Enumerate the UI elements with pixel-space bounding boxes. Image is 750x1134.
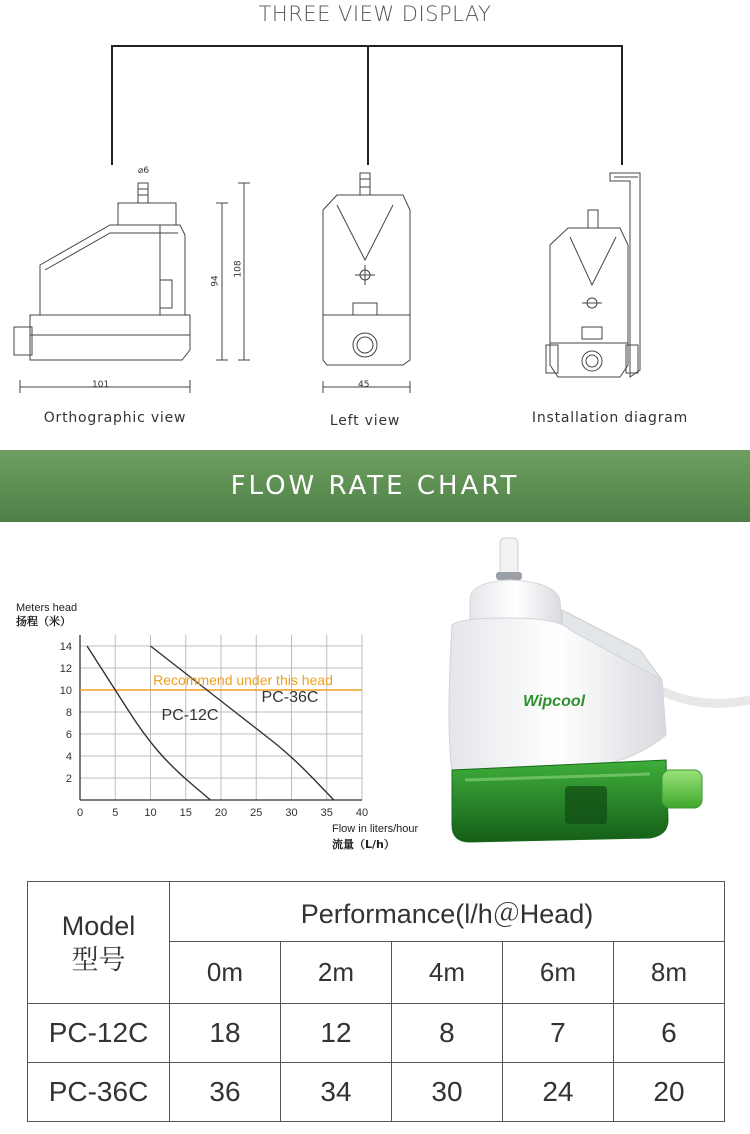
series-label: PC-12C bbox=[161, 707, 219, 724]
y-tick-label: 4 bbox=[65, 751, 72, 763]
x-tick-label: 0 bbox=[76, 807, 84, 819]
x-axis-title: Flow in liters/hour bbox=[332, 823, 419, 835]
left-view-drawing bbox=[315, 165, 425, 395]
table-row bbox=[28, 1004, 725, 1063]
y-tick-label: 10 bbox=[59, 685, 72, 697]
installation-drawing bbox=[540, 165, 660, 395]
x-tick-label: 35 bbox=[320, 807, 333, 819]
brand-logo: Wipcool bbox=[523, 693, 586, 710]
value-cell: 24 bbox=[502, 1063, 613, 1122]
dim-nozzle: ⌀6 bbox=[138, 166, 150, 176]
installation-diagram-label: Installation diagram bbox=[531, 410, 689, 426]
value-cell: 34 bbox=[280, 1063, 391, 1122]
dim-width-45: 45 bbox=[358, 380, 370, 390]
x-axis-title-cn: 流量（L/h） bbox=[332, 838, 395, 851]
value-cell: 7 bbox=[502, 1004, 613, 1063]
head-cell: 8m bbox=[613, 942, 724, 1004]
head-cell: 2m bbox=[280, 942, 391, 1004]
model-name-cell: PC-36C bbox=[28, 1063, 170, 1122]
dim-width-101: 101 bbox=[92, 380, 110, 390]
head-cell: 6m bbox=[502, 942, 613, 1004]
head-cell: 4m bbox=[391, 942, 502, 1004]
x-tick-label: 40 bbox=[355, 807, 369, 819]
section-banner bbox=[0, 450, 750, 522]
banner-title: FLOW RATE CHART bbox=[230, 471, 520, 501]
view-connector-bracket bbox=[0, 0, 750, 170]
orthographic-view-label: Orthographic view bbox=[43, 410, 187, 426]
value-cell: 20 bbox=[613, 1063, 724, 1122]
head-cell: 0m bbox=[170, 942, 281, 1004]
value-cell: 8 bbox=[391, 1004, 502, 1063]
dim-height-94: 94 bbox=[210, 275, 221, 287]
series-label: PC-36C bbox=[261, 689, 319, 706]
value-cell: 6 bbox=[613, 1004, 724, 1063]
x-tick-label: 15 bbox=[179, 807, 192, 819]
x-tick-label: 5 bbox=[112, 807, 119, 819]
x-tick-label: 20 bbox=[214, 807, 228, 819]
dim-height-108: 108 bbox=[233, 260, 244, 278]
table-row bbox=[28, 1063, 725, 1122]
value-cell: 36 bbox=[170, 1063, 281, 1122]
model-header-cell bbox=[28, 882, 170, 1004]
y-axis-title-cn: 扬程（米） bbox=[16, 615, 71, 628]
y-tick-label: 12 bbox=[59, 663, 72, 675]
recommend-label: Recommend under this head bbox=[153, 672, 333, 688]
model-name-cell: PC-12C bbox=[28, 1004, 170, 1063]
three-view-title: THREE VIEW DISPLAY bbox=[258, 2, 492, 26]
value-cell: 18 bbox=[170, 1004, 281, 1063]
performance-header: Performance(l/h＠Head) bbox=[170, 882, 725, 942]
left-view-label: Left view bbox=[329, 413, 401, 429]
model-header: Model bbox=[61, 910, 136, 941]
flow-rate-chart bbox=[0, 590, 440, 860]
product-image bbox=[430, 530, 750, 860]
x-tick-label: 25 bbox=[250, 807, 263, 819]
value-cell: 30 bbox=[391, 1063, 502, 1122]
model-header-cn: 型号 bbox=[71, 944, 126, 975]
value-cell: 12 bbox=[280, 1004, 391, 1063]
y-tick-label: 8 bbox=[65, 707, 72, 719]
x-tick-label: 10 bbox=[144, 807, 157, 819]
x-tick-label: 30 bbox=[285, 807, 298, 819]
y-tick-label: 6 bbox=[65, 729, 72, 741]
y-tick-label: 14 bbox=[59, 641, 72, 653]
y-tick-label: 2 bbox=[65, 773, 72, 785]
y-axis-title: Meters head bbox=[16, 602, 78, 614]
performance-table bbox=[27, 881, 725, 1122]
